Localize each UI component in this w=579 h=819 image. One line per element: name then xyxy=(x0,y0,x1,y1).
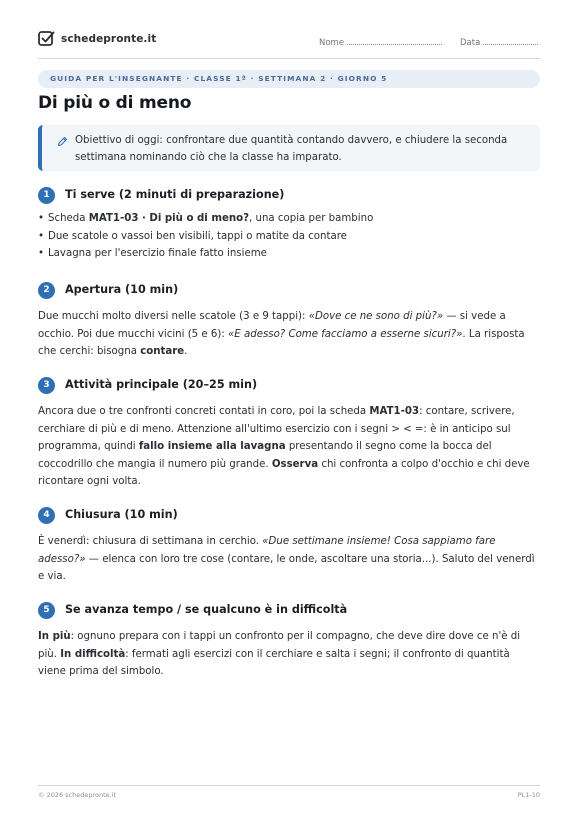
list-item: • Due scatole o vassoi ben visibili, tappi o matite da contare xyxy=(38,228,540,246)
nome-label: Nome xyxy=(319,38,345,48)
footer-copyright: © 2026 schedepronte.it xyxy=(38,791,117,799)
pencil-icon xyxy=(57,136,68,147)
section-paragraph: Due mucchi molto diversi nelle scatole (3 e 9 tappi): «Dove ce ne sono di più?» — si vede a occhio. Poi due mucchi vicini (5 e 6): «E adesso? Come facciamo a esserne sicuri?». La risposta che cerchi: bisogna contare. xyxy=(38,311,525,357)
section-header xyxy=(38,507,540,524)
section-extra xyxy=(38,602,540,681)
section-body xyxy=(38,403,540,491)
section-header xyxy=(38,187,540,204)
section-body xyxy=(38,628,540,681)
section-title: Attività principale (20–25 min) xyxy=(65,378,258,391)
section-title: Se avanza tempo / se qualcuno è in difficoltà xyxy=(65,603,348,616)
page-footer xyxy=(38,785,540,799)
page-header xyxy=(38,30,540,59)
section-paragraph: In più: ognuno prepara con i tappi un confronto per il compagno, che deve dire dove ce n'è di più. In difficoltà: fermati agli esercizi con il cerchiare e salta i segni; il confronto di quantità viene prima del simbolo. xyxy=(38,631,521,677)
guide-banner xyxy=(38,70,540,88)
banner-text: GUIDA PER L'INSEGNANTE · CLASSE 1ª · SETTIMANA 2 · GIORNO 5 xyxy=(50,74,388,83)
checkbox-logo-icon xyxy=(38,30,55,47)
objective-text: Obiettivo di oggi: confrontare due quantità contando davvero, e chiudere la seconda settimana nominando ciò che la classe ha imparato. xyxy=(75,135,508,163)
section-header xyxy=(38,602,540,619)
nome-field[interactable] xyxy=(319,35,442,48)
brand-logo xyxy=(38,30,156,47)
section-opening xyxy=(38,282,540,361)
step-number-badge: 2 xyxy=(38,282,55,299)
section-paragraph: Ancora due o tre confronti concreti contati in coro, poi la scheda MAT1-03: contare, scrivere, cerchiare di più e di meno. Attenzione all'ultimo esercizio con i segni > < =: è in anticipo sul programma, quindi fallo insieme alla lavagna presentando il segno come la bocca del coccodrillo che mangia il numero più grande. Osserva chi confronta a colpo d'occhio e chi deve ricontare ogni volta. xyxy=(38,406,530,487)
page-title: Di più o di meno xyxy=(38,93,192,113)
section-header xyxy=(38,282,540,299)
section-materials xyxy=(38,187,540,263)
section-paragraph: È venerdì: chiusura di settimana in cerchio. «Due settimane insieme! Cosa sappiamo fare adesso?» — elenca con loro tre cose (contare, le onde, ascoltare una storia...). Saluto del venerdì e via. xyxy=(38,536,535,582)
step-number-badge: 4 xyxy=(38,507,55,524)
section-main-activity xyxy=(38,377,540,491)
section-title: Ti serve (2 minuti di preparazione) xyxy=(65,188,285,201)
section-title: Chiusura (10 min) xyxy=(65,508,178,521)
section-header xyxy=(38,377,540,394)
data-field[interactable] xyxy=(460,35,538,48)
brand-name: schedepronte.it xyxy=(61,32,157,45)
data-line xyxy=(483,35,538,45)
section-body xyxy=(38,308,540,361)
step-number-badge: 5 xyxy=(38,602,55,619)
section-closing xyxy=(38,507,540,586)
step-number-badge: 3 xyxy=(38,377,55,394)
materials-list xyxy=(38,210,540,263)
list-item: • Lavagna per l'esercizio finale fatto insieme xyxy=(38,245,540,263)
list-item: • Scheda MAT1-03 · Di più o di meno?, una copia per bambino xyxy=(38,210,540,228)
objective-box xyxy=(38,125,540,171)
section-title: Apertura (10 min) xyxy=(65,283,179,296)
nome-line xyxy=(347,35,442,45)
section-body xyxy=(38,210,540,263)
section-body xyxy=(38,533,540,586)
footer-page-code: PL1-10 xyxy=(517,791,540,799)
data-label: Data xyxy=(460,38,481,48)
step-number-badge: 1 xyxy=(38,187,55,204)
